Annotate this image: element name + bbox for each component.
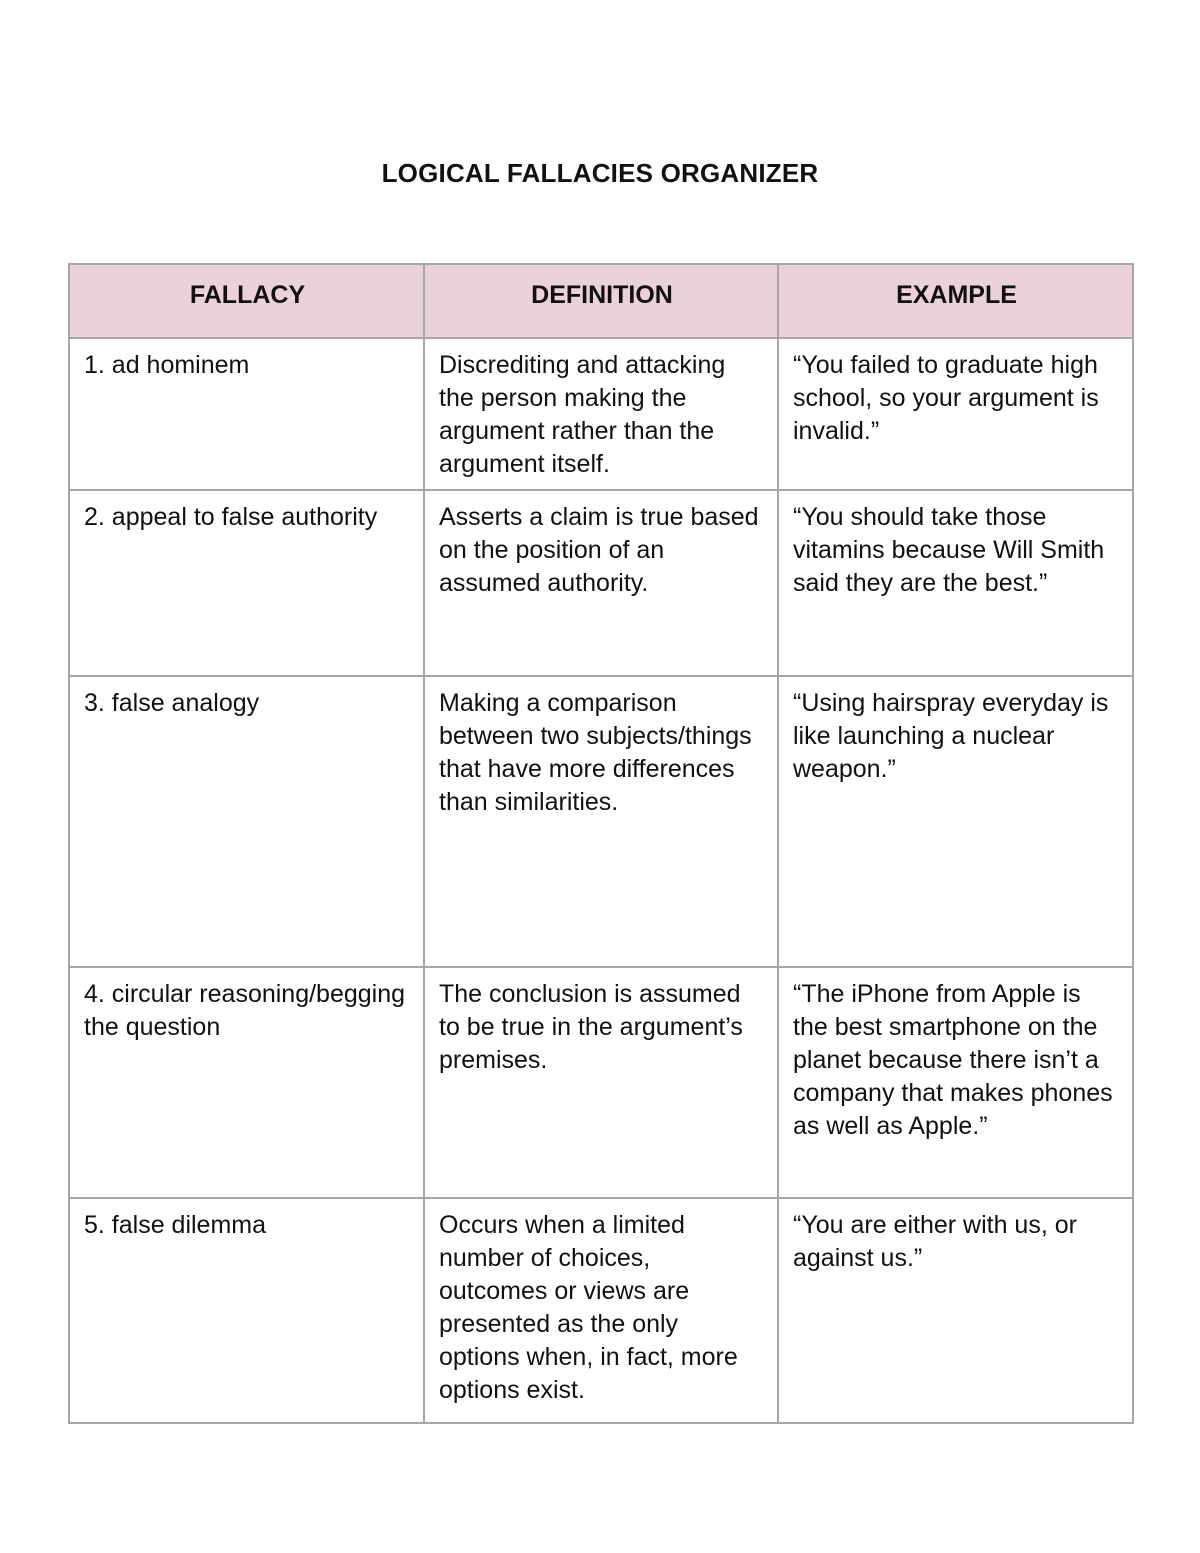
example-cell: “You are either with us, or against us.” (778, 1198, 1133, 1423)
fallacy-cell: 5. false dilemma (69, 1198, 424, 1423)
fallacy-cell: 2. appeal to false authority (69, 490, 424, 676)
table-row (69, 676, 1133, 967)
example-cell: “You should take those vitamins because Will Smith said they are the best.” (778, 490, 1133, 676)
column-header-example: EXAMPLE (778, 264, 1133, 338)
definition-cell: Asserts a claim is true based on the position of an assumed authority. (424, 490, 778, 676)
definition-cell: Making a comparison between two subjects/things that have more differences than similarities. (424, 676, 778, 967)
table-row (69, 967, 1133, 1198)
table-header-row (69, 264, 1133, 338)
example-cell: “You failed to graduate high school, so your argument is invalid.” (778, 338, 1133, 490)
fallacy-cell: 1. ad hominem (69, 338, 424, 490)
table-row (69, 338, 1133, 490)
definition-cell: Occurs when a limited number of choices, outcomes or views are presented as the only options when, in fact, more options exist. (424, 1198, 778, 1423)
example-cell: “Using hairspray everyday is like launching a nuclear weapon.” (778, 676, 1133, 967)
table-row (69, 1198, 1133, 1423)
page-title: LOGICAL FALLACIES ORGANIZER (381, 158, 819, 188)
definition-cell: Discrediting and attacking the person making the argument rather than the argument itself. (424, 338, 778, 490)
fallacy-cell: 4. circular reasoning/begging the question (69, 967, 424, 1198)
column-header-fallacy: FALLACY (69, 264, 424, 338)
example-cell: “The iPhone from Apple is the best smartphone on the planet because there isn’t a company that makes phones as well as Apple.” (778, 967, 1133, 1198)
definition-cell: The conclusion is assumed to be true in the argument’s premises. (424, 967, 778, 1198)
column-header-definition: DEFINITION (424, 264, 778, 338)
fallacies-table (68, 263, 1134, 1424)
fallacy-cell: 3. false analogy (69, 676, 424, 967)
table-row (69, 490, 1133, 676)
